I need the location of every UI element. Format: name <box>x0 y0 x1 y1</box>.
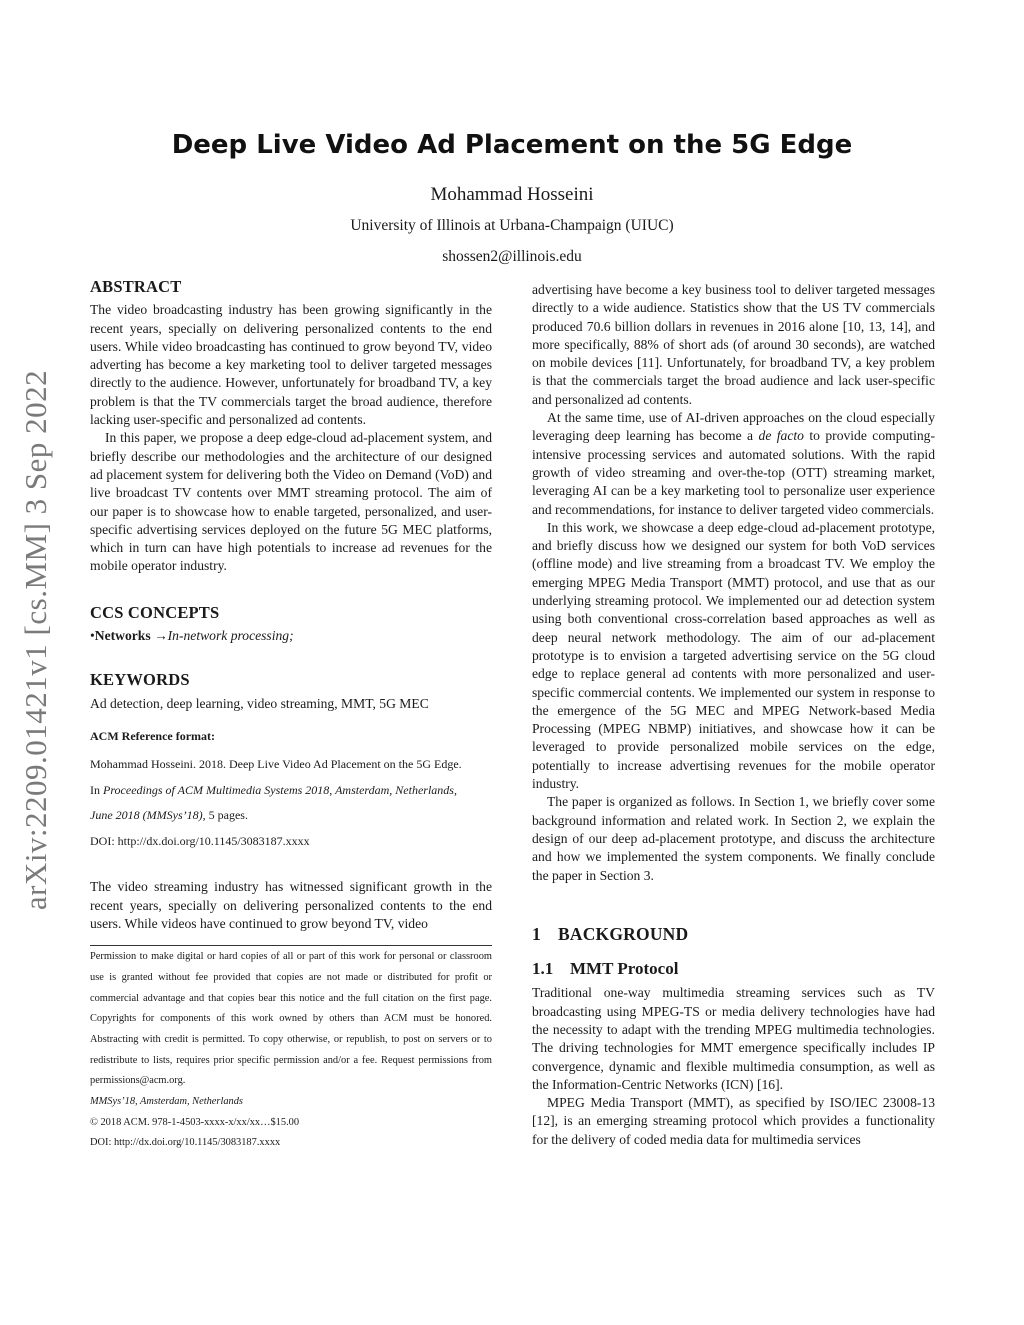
venue-name: MMSys’18, Amsterdam, Netherlands <box>90 1096 243 1108</box>
section-1-number: 1 <box>532 923 541 944</box>
abstract-heading: ABSTRACT <box>90 277 182 296</box>
intro-p2-italic: de facto <box>758 428 804 444</box>
acm-reference-line-2 <box>90 778 492 804</box>
acm-reference-heading: ACM Reference format: <box>90 728 216 743</box>
ccs-concepts-heading: CCS CONCEPTS <box>90 602 220 622</box>
acm-reference-line-3 <box>90 803 492 829</box>
keywords-text: Ad detection, deep learning, video streaming, MMT, 5G MEC <box>90 695 429 711</box>
author-affiliation: University of Illinois at Urbana-Champaign (UIUC) <box>350 217 674 234</box>
permission-notice: Permission to make digital or hard copies of all or part of this work for personal or classroom use is granted without fee provided that copies are not made or distributed for profit or commercial advantage and that copies bear this notice and the full citation on the first page. Copyrights for components of this work owned by others than ACM must be honored. Abstracting with credit is permitted. To copy otherwise, or republish, to post on servers or to redistribute to lists, requires prior specific permission and/or a fee. Request permissions from permissions@acm.org. <box>90 951 492 1087</box>
ccs-bullet: • <box>90 628 95 644</box>
section-1-title: BACKGROUND <box>558 923 689 944</box>
paper-title: Deep Live Video Ad Placement on the 5G Edge <box>171 130 853 160</box>
footnote-doi[interactable]: DOI: http://dx.doi.org/10.1145/3083187.xxxx <box>90 1137 281 1149</box>
ccs-concept: In-network processing; <box>167 628 294 644</box>
mmt-paragraph-2: MPEG Media Transport (MMT), as specified by ISO/IEC 23008-13 [12], is an emerging streaming protocol which provides a functionality for the delivery of coded media data for multimedia services <box>532 1095 935 1147</box>
left-column <box>90 278 492 1154</box>
acm-reference-in: In <box>90 782 103 797</box>
venue-notice <box>90 1092 492 1113</box>
acm-reference-line-1: Mohammad Hosseini. 2018. Deep Live Video Ad Placement on the 5G Edge. <box>90 757 462 772</box>
copyright-notice: © 2018 ACM. 978-1-4503-xxxx-x/xx/xx…$15.00 <box>90 1116 300 1128</box>
acm-reference-proceedings: Proceedings of ACM Multimedia Systems 2018, Amsterdam, Netherlands, <box>103 782 457 797</box>
acm-reference-pages: 5 pages. <box>205 808 248 823</box>
intro-paragraph-right-1: advertising have become a key business tool to deliver targeted messages directly to a wide audience. Statistics show that the US TV commercials produced 70.6 billion dollars in revenues in 2016 alone [10, 13, 14], and more specifically, 88% of short ads (of around 30 seconds), are watched on mobile devices [11]. Unfortunately, for broadband TV, a key problem is that the commercials target the broad audience and lack user-specific and personalized ad contents. <box>532 282 935 407</box>
acm-reference-doi[interactable]: DOI: http://dx.doi.org/10.1145/3083187.xxxx <box>90 833 310 848</box>
intro-p2-text-b: to provide computing-intensive processing services and automated solutions. With the rapid growth of video streaming and over-the-top (OTT) streaming market, leveraging AI can be a key marketing tool to personalize user experience and recommendations, for instance to deliver targeted video commercials. <box>532 428 935 517</box>
intro-p2-text-a: At the same time, use of AI-driven approaches on the cloud especially leveraging deep learning has become a <box>532 410 935 444</box>
right-column <box>532 281 935 1149</box>
keywords-heading: KEYWORDS <box>90 670 190 690</box>
author-name: Mohammad Hosseini <box>430 184 594 205</box>
abstract-paragraph-1: The video broadcasting industry has been growing significantly in the recent years, specially on delivering personalized contents to the end users. While video broadcasting has continued to grow beyond TV, video adverting has become a key marketing tool to deliver targeted messages directly to the audience. However, unfortunately for broadband TV, a key problem is that the TV commercials target the broad audience, therefore lacking user-specific and personalized ad contents. <box>90 302 492 428</box>
ccs-concepts-line <box>90 627 492 645</box>
intro-paragraph-left: The video streaming industry has witnessed significant growth in the recent years, specially on delivering personalized contents to the end users. While videos have continued to grow beyond TV, video <box>90 879 492 931</box>
subsection-1-1-heading <box>532 960 935 978</box>
ccs-arrow: → <box>154 628 168 644</box>
author-email[interactable]: shossen2@illinois.edu <box>442 248 582 265</box>
subsection-1-1-number: 1.1 <box>532 959 554 979</box>
ccs-term: Networks <box>94 628 151 644</box>
footnote-rule <box>90 945 492 946</box>
abstract-paragraph-2: In this paper, we propose a deep edge-cloud ad-placement system, and briefly describe our methodologies and the architecture of our designed ad placement system for delivering both the Video on Demand (VoD) and live broadcast TV contents over MMT streaming protocol. The aim of our paper is to showcase how to enable targeted, personalized, and user-specific advertising services deployed on the future 5G MEC platforms, which in turn can have high potentials to increase ad revenues for the mobile operator industry. <box>90 430 492 574</box>
intro-paragraph-right-2 <box>532 409 935 519</box>
mmt-paragraph-1: Traditional one-way multimedia streaming services such as TV broadcasting using MPEG-TS or media delivery technologies have had the necessity to adapt with the trending MPEG multimedia technologies. The driving technologies for MMT emergence specifically includes IP convergence, dynamic and flexible multimedia consumption, as well as the Information-Centric Networks (ICN) [16]. <box>532 985 935 1092</box>
arxiv-identifier: arXiv:2209.01421v1 [cs.MM] 3 Sep 2022 <box>18 369 53 911</box>
intro-paragraph-right-4: The paper is organized as follows. In Section 1, we briefly cover some background information and related work. In Section 2, we explain the design of our deep ad-placement prototype, and discuss the architecture and how we implemented the system components. We finally conclude the paper in Section 3. <box>532 794 935 883</box>
subsection-1-1-title: MMT Protocol <box>570 959 679 979</box>
section-1-heading <box>532 925 935 943</box>
acm-reference-date: June 2018 (MMSys’18), <box>90 808 206 823</box>
intro-paragraph-right-3: In this work, we showcase a deep edge-cloud ad-placement prototype, and briefly discuss how we designed our system for both VoD services (offline mode) and live streaming from a broadcast TV. We employ the emerging MPEG Media Transport (MMT) protocol, and use that as our underlying streaming protocol. We implemented our ad detection system using both conventional cross-correlation based approaches as well as deep neural network methodology. The aim of our ad-placement prototype is to envision a targeted advertising service on the 5G cloud edge to replace general ad contents with more personalized and user-specific commercial contents. We implemented our system in response to the emergence of the 5G MEC and MPEG Network-based Media Processing (MPEG NBMP) initiatives, and showcase how it can be leveraged to provide personalized mobile services on the edge, potentially to increase advertising revenues for the mobile operator industry. <box>532 519 935 792</box>
